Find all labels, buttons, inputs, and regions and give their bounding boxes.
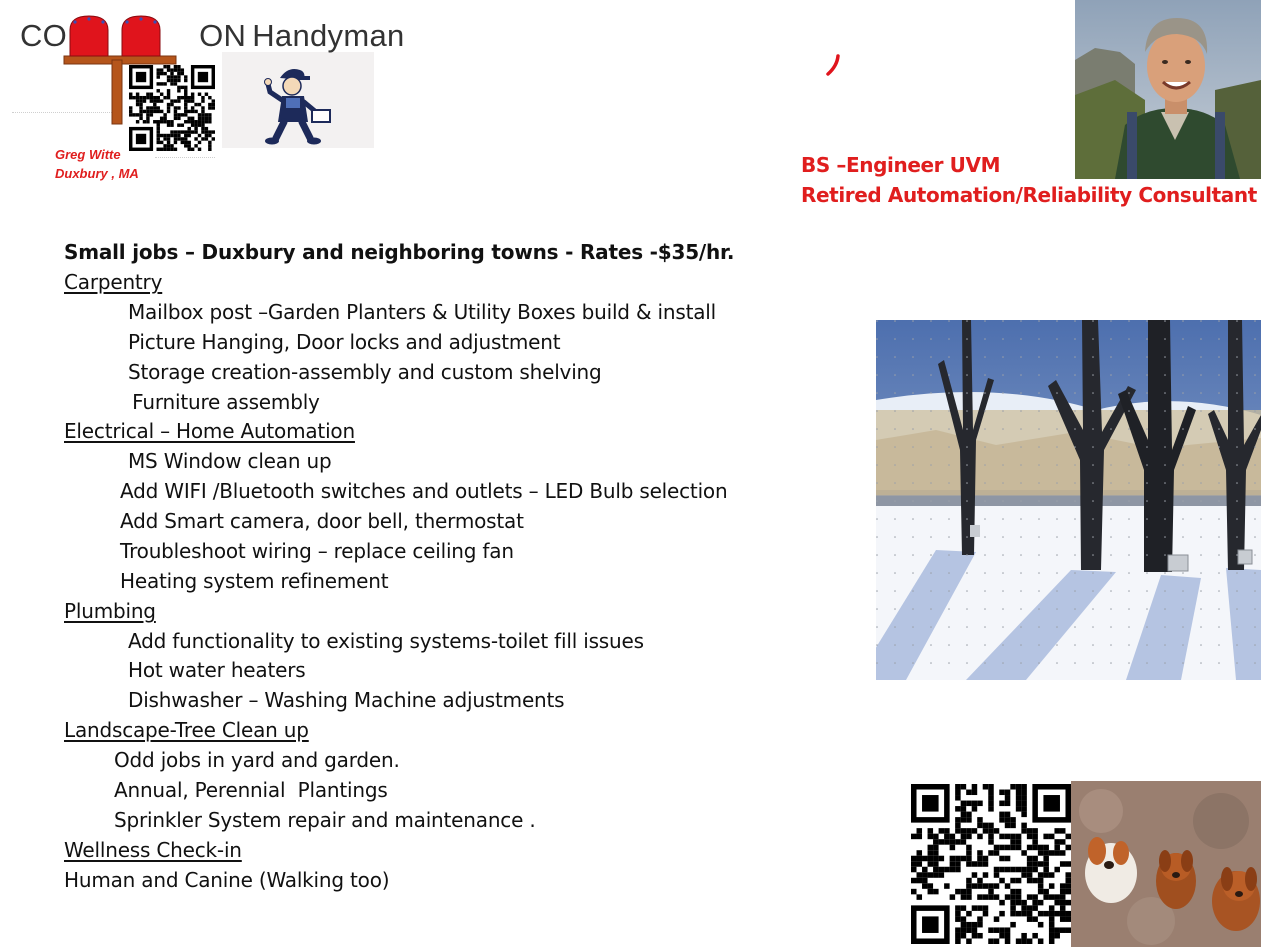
category-title-landscape: Landscape-Tree Clean up: [64, 718, 309, 742]
logo-text-handyman: Handyman: [252, 18, 405, 53]
handyman-clipart-icon: [222, 52, 374, 148]
category-title-plumbing: Plumbing: [64, 599, 156, 623]
services-headline: Small jobs – Duxbury and neighboring towns - Rates -$35/hr.: [64, 240, 735, 264]
winter-trees-painting: [876, 320, 1261, 680]
red-mark-icon: [822, 52, 844, 78]
category-title-electrical: Electrical – Home Automation: [64, 419, 355, 443]
owner-name: Greg Witte: [55, 147, 121, 162]
list-item: Add functionality to existing systems-toilet fill issues: [128, 629, 644, 653]
credential-degree: BS –Engineer UVM: [801, 153, 1001, 177]
divider-dotted: [155, 157, 215, 158]
logo-text-left: CO: [20, 18, 68, 53]
logo-text-right: ON: [199, 18, 247, 53]
list-item: Furniture assembly: [126, 390, 320, 414]
list-item: Storage creation-assembly and custom shelving: [128, 360, 602, 384]
list-item: Heating system refinement: [120, 569, 389, 593]
list-item: Dishwasher – Washing Machine adjustments: [128, 688, 565, 712]
list-item: Hot water heaters: [128, 658, 306, 682]
list-item: Troubleshoot wiring – replace ceiling fan: [120, 539, 514, 563]
list-item: Add Smart camera, door bell, thermostat: [120, 509, 524, 533]
qr-code-icon[interactable]: [910, 784, 1072, 944]
category-title-carpentry: Carpentry: [64, 270, 163, 294]
dogs-photo: [1071, 781, 1261, 947]
list-item: Picture Hanging, Door locks and adjustment: [128, 330, 561, 354]
credential-title: Retired Automation/Reliability Consultant: [801, 183, 1257, 207]
owner-town: Duxbury , MA: [55, 166, 139, 181]
list-item: Add WIFI /Bluetooth switches and outlets – LED Bulb selection: [120, 479, 728, 503]
portrait-photo: [1075, 0, 1261, 179]
list-item: Annual, Perennial Plantings: [114, 778, 388, 802]
mailbox-icon: [62, 14, 177, 126]
list-item: Odd jobs in yard and garden.: [114, 748, 400, 772]
list-item: Human and Canine (Walking too): [64, 868, 390, 892]
list-item: MS Window clean up: [128, 449, 332, 473]
category-title-wellness: Wellness Check-in: [64, 838, 242, 862]
list-item: Mailbox post –Garden Planters & Utility Boxes build & install: [128, 300, 716, 324]
list-item: Sprinkler System repair and maintenance .: [114, 808, 536, 832]
